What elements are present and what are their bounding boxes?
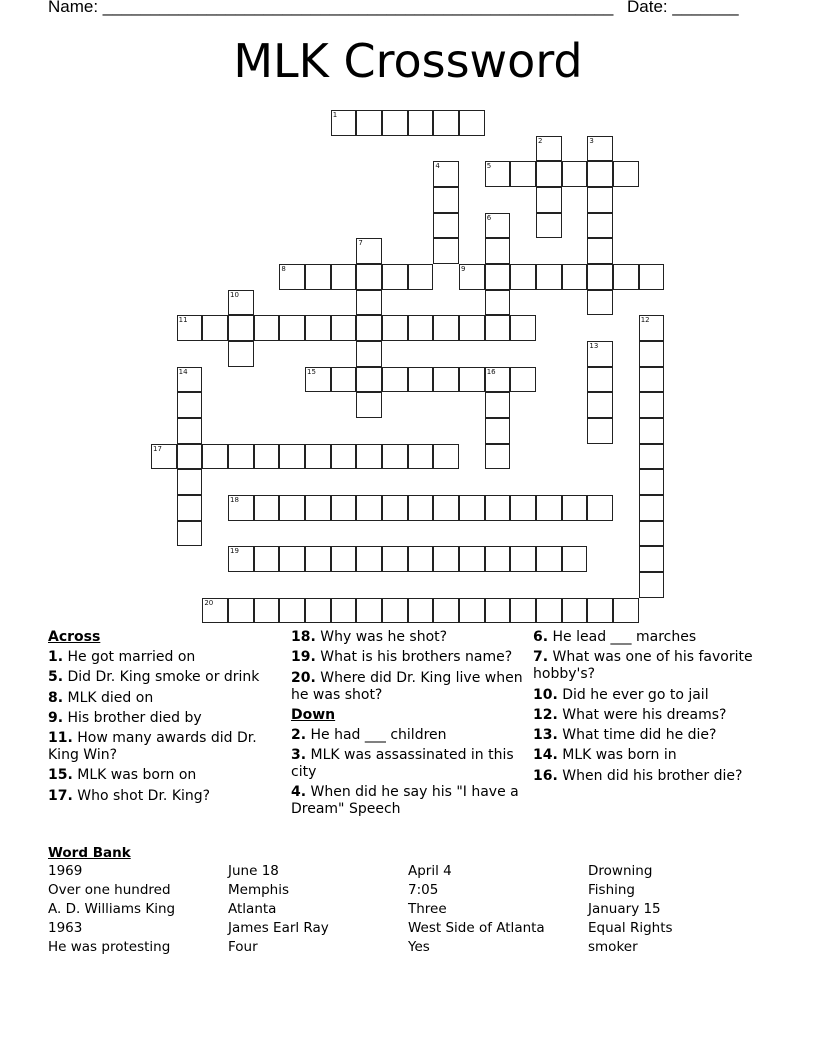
crossword-cell[interactable] — [177, 444, 203, 470]
crossword-cell[interactable] — [639, 315, 665, 341]
clue-across-11: 11. How many awards did Dr. King Win? — [48, 730, 257, 764]
clue-number: 5 — [486, 162, 492, 171]
crossword-cell[interactable] — [177, 418, 203, 444]
crossword-cell[interactable] — [279, 495, 305, 521]
crossword-cell[interactable] — [562, 161, 588, 187]
crossword-cell[interactable] — [356, 392, 382, 418]
crossword-cell[interactable] — [228, 290, 254, 316]
crossword-cell[interactable] — [433, 495, 459, 521]
crossword-cell[interactable] — [459, 110, 485, 136]
crossword-cell[interactable] — [382, 264, 408, 290]
crossword-cell[interactable] — [485, 161, 511, 187]
clue-down-7: 7. What was one of his favorite hobby's? — [533, 649, 753, 683]
crossword-cell[interactable] — [254, 495, 280, 521]
clue-number: 18 — [230, 496, 239, 505]
crossword-cell[interactable] — [587, 238, 613, 264]
clue-across-17: 17. Who shot Dr. King? — [48, 787, 211, 804]
crossword-cell[interactable] — [510, 546, 536, 572]
crossword-cell[interactable] — [331, 444, 357, 470]
word-bank-item: Over one hundred — [48, 882, 171, 898]
crossword-cell[interactable] — [202, 315, 228, 341]
clue-across-20: 20. Where did Dr. King live when he was shot? — [291, 669, 523, 703]
clues-column-1 — [48, 629, 283, 808]
crossword-cell[interactable] — [228, 315, 254, 341]
crossword-cell[interactable] — [356, 367, 382, 393]
crossword-cell[interactable] — [305, 546, 331, 572]
clue-number: 3 — [589, 136, 594, 145]
crossword-cell[interactable] — [331, 110, 357, 136]
crossword-cell[interactable] — [536, 264, 562, 290]
crossword-cell[interactable] — [356, 341, 382, 367]
crossword-cell[interactable] — [510, 161, 536, 187]
crossword-cell[interactable] — [151, 444, 177, 470]
clue-number: 14 — [178, 367, 188, 376]
crossword-cell[interactable] — [613, 264, 639, 290]
clue-across-15: 15. MLK was born on — [48, 767, 197, 784]
clue-down-2: 2. He had ___ children — [291, 726, 447, 743]
crossword-cell[interactable] — [587, 598, 613, 624]
crossword-cell[interactable] — [485, 444, 511, 470]
clues-column-3 — [533, 629, 778, 788]
crossword-cell[interactable] — [433, 367, 459, 393]
crossword-cell[interactable] — [433, 187, 459, 213]
clue-down-3: 3. MLK was assassinated in this city — [291, 747, 514, 781]
word-bank-item: James Earl Ray — [228, 920, 329, 936]
crossword-cell[interactable] — [254, 546, 280, 572]
crossword-cell[interactable] — [177, 315, 203, 341]
date-field[interactable]: Date: _______ — [627, 0, 739, 16]
crossword-cell[interactable] — [562, 495, 588, 521]
crossword-cell[interactable] — [382, 598, 408, 624]
crossword-cell[interactable] — [562, 598, 588, 624]
crossword-cell[interactable] — [331, 367, 357, 393]
crossword-cell[interactable] — [639, 572, 665, 598]
clue-number: 1 — [332, 111, 338, 119]
crossword-cell[interactable] — [587, 418, 613, 444]
crossword-cell[interactable] — [382, 444, 408, 470]
crossword-cell[interactable] — [382, 495, 408, 521]
crossword-cell[interactable] — [536, 213, 562, 239]
crossword-cell[interactable] — [408, 444, 434, 470]
clue-number: 11 — [178, 316, 188, 325]
across-heading: Across — [48, 629, 101, 645]
crossword-cell[interactable] — [228, 598, 254, 624]
crossword-cell[interactable] — [587, 392, 613, 418]
crossword-cell[interactable] — [331, 315, 357, 341]
name-field[interactable]: Name: ______________________________________________________ — [48, 0, 614, 16]
clue-down-4: 4. When did he say his "I have a Dream" Speech — [291, 784, 519, 818]
crossword-cell[interactable] — [485, 418, 511, 444]
word-bank-item: June 18 — [228, 863, 279, 879]
crossword-cell[interactable] — [356, 444, 382, 470]
crossword-cell[interactable] — [356, 546, 382, 572]
crossword-cell[interactable] — [510, 495, 536, 521]
crossword-cell[interactable] — [433, 598, 459, 624]
word-bank-item: 7:05 — [408, 882, 439, 898]
word-bank-heading: Word Bank — [48, 845, 131, 861]
crossword-cell[interactable] — [356, 290, 382, 316]
crossword-cell[interactable] — [433, 110, 459, 136]
crossword-cell[interactable] — [356, 598, 382, 624]
crossword-cell[interactable] — [408, 264, 434, 290]
crossword-cell[interactable] — [433, 161, 459, 187]
word-bank — [48, 845, 768, 958]
crossword-cell[interactable] — [485, 315, 511, 341]
clue-down-12: 12. What were his dreams? — [533, 706, 727, 723]
crossword-cell[interactable] — [356, 264, 382, 290]
word-bank-item: smoker — [588, 939, 638, 955]
crossword-cell[interactable] — [433, 546, 459, 572]
crossword-cell[interactable] — [177, 469, 203, 495]
word-bank-item: 1969 — [48, 863, 83, 879]
crossword-cell[interactable] — [279, 264, 305, 290]
word-bank-item: Four — [228, 939, 258, 955]
crossword-cell[interactable] — [228, 341, 254, 367]
crossword-cell[interactable] — [562, 264, 588, 290]
clue-number: 6 — [486, 213, 492, 222]
crossword-cell[interactable] — [254, 598, 280, 624]
crossword-cell[interactable] — [459, 598, 485, 624]
crossword-cell[interactable] — [305, 444, 331, 470]
crossword-cell[interactable] — [177, 367, 203, 393]
crossword-cell[interactable] — [459, 264, 485, 290]
word-bank-item: West Side of Atlanta — [408, 920, 545, 936]
clue-number: 20 — [204, 598, 214, 607]
clue-across-18: 18. Why was he shot? — [291, 629, 448, 645]
crossword-cell[interactable] — [202, 444, 228, 470]
crossword-cell[interactable] — [228, 495, 254, 521]
clue-number: 17 — [153, 444, 162, 453]
crossword-cell[interactable] — [382, 546, 408, 572]
word-bank-item: He was protesting — [48, 939, 171, 955]
crossword-cell[interactable] — [408, 367, 434, 393]
crossword-cell[interactable] — [331, 495, 357, 521]
crossword-cell[interactable] — [485, 598, 511, 624]
crossword-cell[interactable] — [459, 495, 485, 521]
crossword-cell[interactable] — [587, 136, 613, 162]
crossword-cell[interactable] — [382, 367, 408, 393]
clue-across-1: 1. He got married on — [48, 649, 196, 665]
crossword-cell[interactable] — [587, 264, 613, 290]
word-bank-list — [48, 863, 768, 958]
crossword-cell[interactable] — [177, 392, 203, 418]
down-heading: Down — [291, 706, 336, 723]
clue-number: 16 — [486, 367, 496, 376]
word-bank-item: January 15 — [588, 901, 661, 917]
crossword-cell[interactable] — [356, 110, 382, 136]
clue-number: 4 — [435, 162, 440, 171]
crossword-cell[interactable] — [382, 110, 408, 136]
crossword-cell[interactable] — [356, 315, 382, 341]
clue-down-10: 10. Did he ever go to jail — [533, 686, 709, 703]
clue-down-6: 6. He lead ___ marches — [533, 629, 697, 645]
clues-column-2 — [291, 629, 526, 822]
crossword-cell[interactable] — [536, 495, 562, 521]
crossword-cell[interactable] — [305, 598, 331, 624]
clue-across-9: 9. His brother died by — [48, 709, 202, 726]
word-bank-item: Three — [408, 901, 447, 917]
crossword-cell[interactable] — [305, 367, 331, 393]
word-bank-item: Atlanta — [228, 901, 277, 917]
crossword-cell[interactable] — [254, 315, 280, 341]
crossword-cell[interactable] — [613, 598, 639, 624]
crossword-cell[interactable] — [279, 598, 305, 624]
crossword-cell[interactable] — [587, 187, 613, 213]
word-bank-item: 1963 — [48, 920, 83, 936]
crossword-cell[interactable] — [485, 238, 511, 264]
crossword-cell[interactable] — [382, 315, 408, 341]
crossword-cell[interactable] — [510, 264, 536, 290]
crossword-cell[interactable] — [485, 290, 511, 316]
crossword-cell[interactable] — [485, 392, 511, 418]
crossword-cell[interactable] — [459, 367, 485, 393]
clue-number: 15 — [307, 367, 316, 376]
crossword-cell[interactable] — [510, 598, 536, 624]
crossword-cell[interactable] — [562, 546, 588, 572]
crossword-cell[interactable] — [639, 418, 665, 444]
word-bank-item: A. D. Williams King — [48, 901, 176, 917]
crossword-cell[interactable] — [177, 521, 203, 547]
word-bank-item: Memphis — [228, 882, 290, 898]
crossword-cell[interactable] — [639, 392, 665, 418]
crossword-cell[interactable] — [433, 315, 459, 341]
crossword-cell[interactable] — [433, 213, 459, 239]
crossword-cell[interactable] — [536, 161, 562, 187]
clue-number: 9 — [461, 265, 466, 274]
crossword-cell[interactable] — [639, 444, 665, 470]
crossword-cell[interactable] — [510, 367, 536, 393]
crossword-cell[interactable] — [587, 213, 613, 239]
crossword-cell[interactable] — [408, 495, 434, 521]
crossword-cell[interactable] — [408, 598, 434, 624]
crossword-cell[interactable] — [639, 469, 665, 495]
crossword-cell[interactable] — [510, 315, 536, 341]
clue-down-13: 13. What time did he die? — [533, 727, 717, 744]
crossword-cell[interactable] — [639, 495, 665, 521]
clue-number: 10 — [230, 290, 239, 299]
crossword-cell[interactable] — [639, 367, 665, 393]
clue-number: 2 — [538, 136, 543, 145]
crossword-cell[interactable] — [228, 444, 254, 470]
clue-down-16: 16. When did his brother die? — [533, 767, 743, 784]
crossword-cell[interactable] — [433, 238, 459, 264]
crossword-cell[interactable] — [639, 546, 665, 572]
crossword-cell[interactable] — [587, 290, 613, 316]
crossword-cell[interactable] — [433, 444, 459, 470]
crossword-cell[interactable] — [331, 598, 357, 624]
clue-number: 8 — [281, 265, 286, 274]
crossword-cell[interactable] — [485, 264, 511, 290]
crossword-cell[interactable] — [305, 264, 331, 290]
page-title: MLK Crossword — [233, 34, 583, 88]
crossword-cell[interactable] — [485, 213, 511, 239]
clue-across-5: 5. Did Dr. King smoke or drink — [48, 669, 260, 686]
clue-number: 7 — [358, 239, 363, 248]
clue-across-8: 8. MLK died on — [48, 689, 154, 706]
crossword-cell[interactable] — [485, 546, 511, 572]
word-bank-item: Equal Rights — [588, 920, 673, 936]
word-bank-item: Fishing — [588, 882, 635, 898]
clue-number: 12 — [640, 316, 650, 325]
crossword-cell[interactable] — [331, 264, 357, 290]
clue-number: 13 — [589, 342, 599, 351]
crossword-cell[interactable] — [536, 136, 562, 162]
crossword-cell[interactable] — [356, 238, 382, 264]
crossword-cell[interactable] — [459, 546, 485, 572]
crossword-cell[interactable] — [587, 367, 613, 393]
word-bank-item: April 4 — [408, 863, 452, 879]
crossword-cell[interactable] — [408, 546, 434, 572]
word-bank-item: Drowning — [588, 863, 653, 879]
crossword-cell[interactable] — [408, 110, 434, 136]
crossword-cell[interactable] — [254, 444, 280, 470]
crossword-cell[interactable] — [536, 546, 562, 572]
clue-number: 19 — [230, 547, 239, 556]
crossword-cell[interactable] — [536, 598, 562, 624]
crossword-cell[interactable] — [587, 495, 613, 521]
crossword-cell[interactable] — [536, 187, 562, 213]
word-bank-item: Yes — [408, 939, 430, 955]
crossword-cell[interactable] — [639, 341, 665, 367]
crossword-cell[interactable] — [228, 546, 254, 572]
crossword-cell[interactable] — [639, 521, 665, 547]
crossword-cell[interactable] — [331, 546, 357, 572]
crossword-cell[interactable] — [177, 495, 203, 521]
crossword-cell[interactable] — [639, 264, 665, 290]
crossword-cell[interactable] — [408, 315, 434, 341]
clue-down-14: 14. MLK was born in — [533, 747, 677, 764]
crossword-cell[interactable] — [279, 444, 305, 470]
crossword-cell[interactable] — [587, 341, 613, 367]
crossword-cell[interactable] — [202, 598, 228, 624]
crossword-cell[interactable] — [279, 546, 305, 572]
crossword-cell[interactable] — [485, 495, 511, 521]
crossword-cell[interactable] — [485, 367, 511, 393]
crossword-cell[interactable] — [459, 315, 485, 341]
crossword-cell[interactable] — [356, 495, 382, 521]
clue-across-19: 19. What is his brothers name? — [291, 649, 513, 666]
crossword-cell[interactable] — [587, 161, 613, 187]
crossword-cell[interactable] — [305, 315, 331, 341]
crossword-cell[interactable] — [613, 161, 639, 187]
crossword-cell[interactable] — [305, 495, 331, 521]
crossword-cell[interactable] — [279, 315, 305, 341]
